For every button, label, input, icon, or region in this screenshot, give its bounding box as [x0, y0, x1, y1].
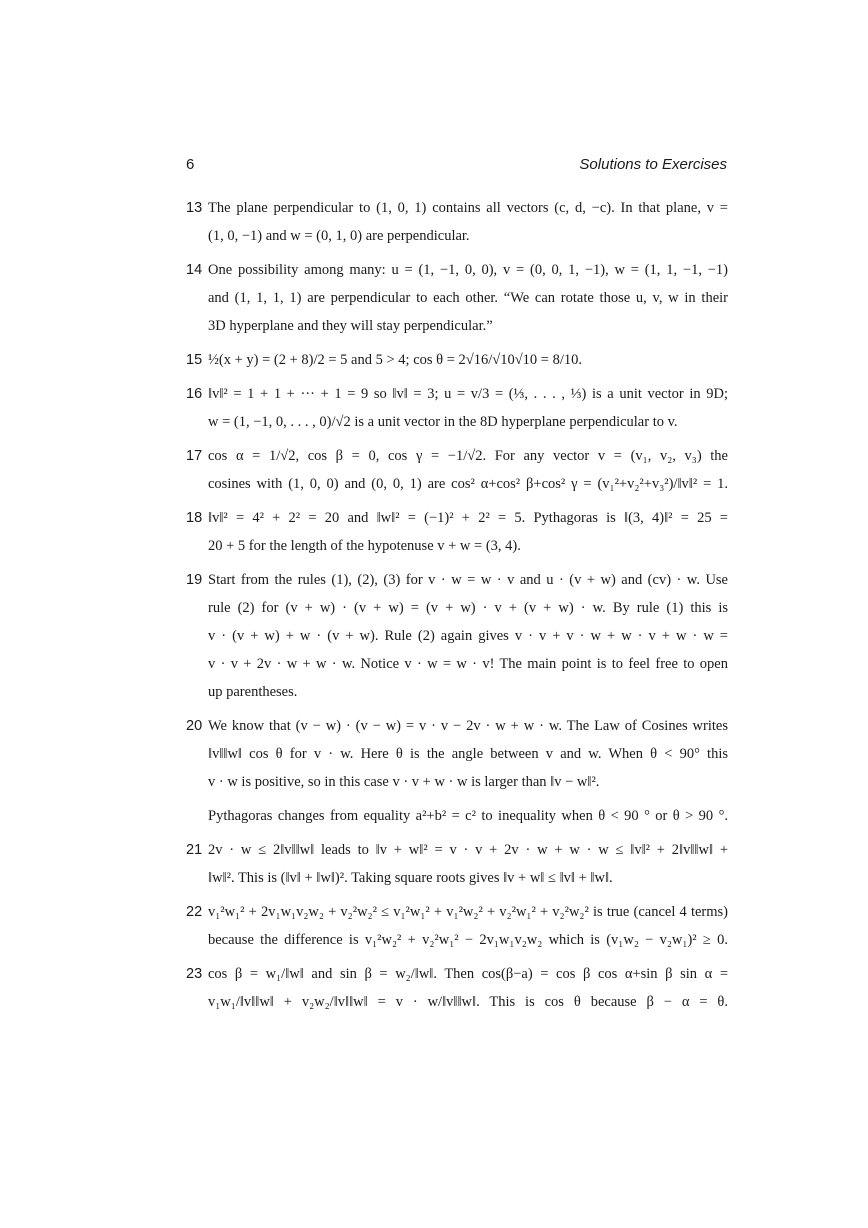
- text-line: because the difference is v₁²w₂² + v₂²w₁² − 2v₁w₁v₂w₂ which is (v₁w₂ − v₂w₁)² ≥ 0.: [208, 932, 728, 948]
- text-line: ‖w‖². This is (‖v‖ + ‖w‖)². Taking square roots gives ‖v + w‖ ≤ ‖v‖ + ‖w‖.: [208, 870, 613, 886]
- text-line: 2v · w ≤ 2‖v‖‖w‖ leads to ‖v + w‖² = v · v + 2v · w + w · w ≤ ‖v‖² + 2‖v‖‖w‖ +: [208, 842, 728, 858]
- item-number: 23: [186, 966, 203, 982]
- solution-item: [186, 380, 728, 436]
- text-line: Start from the rules (1), (2), (3) for v · w = w · v and u · (v + w) and (cv) · w. Use: [208, 572, 728, 588]
- solution-item: [186, 504, 728, 560]
- text-line: cos α = 1/√2, cos β = 0, cos γ = −1/√2. For any vector v = (v₁, v₂, v₃) the: [208, 448, 728, 464]
- page-number: 6: [186, 156, 195, 173]
- solution-item: [186, 346, 728, 374]
- item-number: 22: [186, 904, 203, 920]
- solution-item: [186, 712, 728, 796]
- solution-item: [186, 960, 728, 1016]
- text-line: rule (2) for (v + w) · (v + w) = (v + w) · v + (v + w) · w. By rule (1) this is: [208, 600, 728, 616]
- text-line: The plane perpendicular to (1, 0, 1) contains all vectors (c, d, −c). In that plane, v =: [208, 200, 728, 216]
- item-number: 17: [186, 448, 203, 464]
- solution-item: [186, 898, 728, 954]
- text-line: w = (1, −1, 0, . . . , 0)/√2 is a unit vector in the 8D hyperplane perpendicular to v.: [208, 414, 678, 430]
- text-line: ½(x + y) = (2 + 8)/2 = 5 and 5 > 4; cos θ = 2√16/√10√10 = 8/10.: [208, 352, 583, 368]
- item-number: 19: [186, 572, 203, 588]
- text-line: v · (v + w) + w · (v + w). Rule (2) again gives v · v + v · w + w · v + w · w =: [208, 628, 728, 644]
- item-number: 18: [186, 510, 203, 526]
- text-line: cos β = w₁/‖w‖ and sin β = w₂/‖w‖. Then cos(β−a) = cos β cos α+sin β sin α =: [208, 966, 728, 982]
- item-number: 15: [186, 352, 203, 368]
- solution-item: [186, 566, 728, 706]
- item-number: 13: [186, 200, 203, 216]
- text-line: (1, 0, −1) and w = (0, 1, 0) are perpendicular.: [208, 228, 470, 244]
- text-line: v · v + 2v · w + w · w. Notice v · w = w · v! The main point is to feel free to open: [208, 656, 728, 672]
- text-line: v · w is positive, so in this case v · v + w · w is larger than ‖v − w‖².: [208, 774, 600, 790]
- continuation-paragraph: [208, 802, 728, 830]
- text-line: v₁²w₁² + 2v₁w₁v₂w₂ + v₂²w₂² ≤ v₁²w₁² + v₁²w₂² + v₂²w₁² + v₂²w₂² is true (cancel 4 terms): [208, 904, 728, 920]
- running-head: Solutions to Exercises: [579, 156, 727, 173]
- text-line: 20 + 5 for the length of the hypotenuse v + w = (3, 4).: [208, 538, 521, 554]
- item-number: 21: [186, 842, 203, 858]
- text-line: One possibility among many: u = (1, −1, 0, 0), v = (0, 0, 1, −1), w = (1, 1, −1, −1): [208, 262, 728, 278]
- solution-item: [186, 256, 728, 340]
- solution-item: [186, 836, 728, 892]
- text-line: ‖v‖² = 4² + 2² = 20 and ‖w‖² = (−1)² + 2² = 5. Pythagoras is ‖(3, 4)‖² = 25 =: [208, 510, 728, 526]
- text-line: v₁w₁/‖v‖‖w‖ + v₂w₂/‖v‖‖w‖ = v · w/‖v‖‖w‖. This is cos θ because β − α = θ.: [208, 994, 728, 1010]
- item-number: 14: [186, 262, 203, 278]
- text-line: up parentheses.: [208, 684, 298, 700]
- text-line: cosines with (1, 0, 0) and (0, 0, 1) are cos² α+cos² β+cos² γ = (v₁²+v₂²+v₃²)/‖v‖² = 1.: [208, 476, 728, 492]
- text-line: and (1, 1, 1, 1) are perpendicular to each other. “We can rotate those u, v, w in their: [208, 290, 728, 306]
- text-line: Pythagoras changes from equality a²+b² = c² to inequality when θ < 90 ° or θ > 90 °.: [208, 808, 728, 824]
- solutions-body: [186, 194, 728, 1022]
- solution-item: [186, 194, 728, 250]
- text-line: We know that (v − w) · (v − w) = v · v − 2v · w + w · w. The Law of Cosines writes: [208, 718, 728, 734]
- text-line: ‖v‖² = 1 + 1 + ··· + 1 = 9 so ‖v‖ = 3; u = v/3 = (⅓, . . . , ⅓) is a unit vector in 9D;: [208, 386, 728, 402]
- text-line: ‖v‖‖w‖ cos θ for v · w. Here θ is the angle between v and w. When θ < 90° this: [208, 746, 728, 762]
- item-number: 16: [186, 386, 203, 402]
- text-line: 3D hyperplane and they will stay perpendicular.”: [208, 318, 493, 334]
- solution-item: [186, 442, 728, 498]
- item-number: 20: [186, 718, 203, 734]
